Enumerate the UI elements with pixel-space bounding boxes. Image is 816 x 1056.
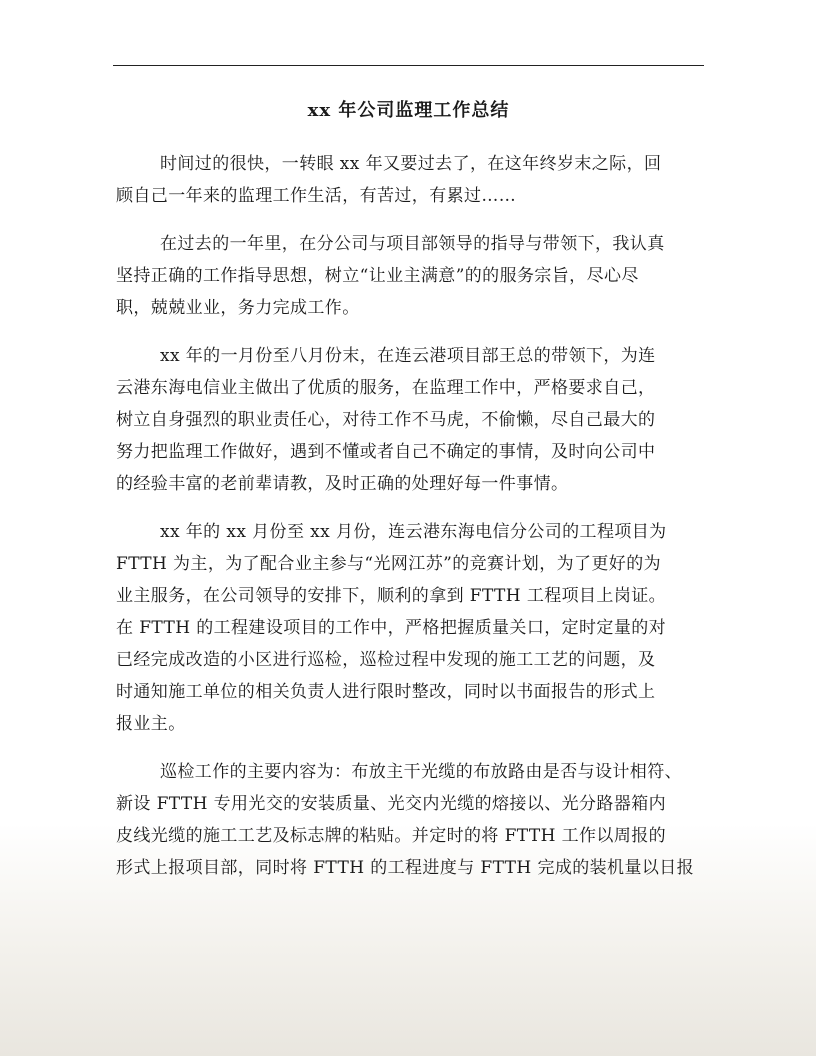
text-line: FTTH 为主，为了配合业主参与“光网江苏”的竞赛计划，为了更好的为 <box>116 554 661 574</box>
text-line: 树立自身强烈的职业责任心，对待工作不马虎，不偷懒，尽自己最大的 <box>116 410 656 430</box>
document-title: xx 年公司监理工作总结 <box>307 100 510 121</box>
text-line: 职，兢兢业业，务力完成工作。 <box>116 298 360 318</box>
text-line: 新设 FTTH 专用光交的安装质量、光交内光缆的熔接以、光分路器箱内 <box>116 794 667 814</box>
header-rule <box>113 65 704 66</box>
text-line: 时通知施工单位的相关负责人进行限时整改，同时以书面报告的形式上 <box>116 682 656 702</box>
paragraph <box>116 228 706 324</box>
text-line: 努力把监理工作做好，遇到不懂或者自己不确定的事情，及时向公司中 <box>116 442 656 462</box>
text-line: 皮线光缆的施工工艺及标志牌的粘贴。并定时的将 FTTH 工作以周报的 <box>116 826 667 846</box>
text-line: 报业主。 <box>116 714 186 734</box>
text-line: 在过去的一年里，在分公司与项目部领导的指导与带领下，我认真 <box>160 234 665 254</box>
text-line: 的经验丰富的老前辈请教，及时正确的处理好每一件事情。 <box>116 474 569 494</box>
paragraph <box>116 516 706 740</box>
text-line: 顾自己一年来的监理工作生活，有苦过，有累过…… <box>116 186 517 206</box>
text-line: 坚持正确的工作指导思想，树立“让业主满意”的的服务宗旨，尽心尽 <box>116 266 639 286</box>
text-line: 业主服务，在公司领导的安排下，顺利的拿到 FTTH 工程项目上岗证。 <box>116 586 667 606</box>
text-line: 已经完成改造的小区进行巡检，巡检过程中发现的施工工艺的问题，及 <box>116 650 656 670</box>
paragraph <box>116 756 706 884</box>
text-line: 在 FTTH 的工程建设项目的工作中，严格把握质量关口，定时定量的对 <box>116 618 667 638</box>
document-body <box>116 148 706 900</box>
text-line: 形式上报项目部，同时将 FTTH 的工程进度与 FTTH 完成的装机量以日报 <box>116 858 695 878</box>
paragraph <box>116 340 706 500</box>
text-line: 时间过的很快，一转眼 xx 年又要过去了，在这年终岁末之际，回 <box>160 154 662 174</box>
text-line: xx 年的一月份至八月份末，在连云港项目部王总的带领下，为连 <box>160 346 656 366</box>
text-line: 云港东海电信业主做出了优质的服务，在监理工作中，严格要求自己， <box>116 378 656 398</box>
paragraph <box>116 148 706 212</box>
text-line: 巡检工作的主要内容为：布放主干光缆的布放路由是否与设计相符、 <box>160 762 682 782</box>
text-line: xx 年的 xx 月份至 xx 月份，连云港东海电信分公司的工程项目为 <box>160 522 667 542</box>
